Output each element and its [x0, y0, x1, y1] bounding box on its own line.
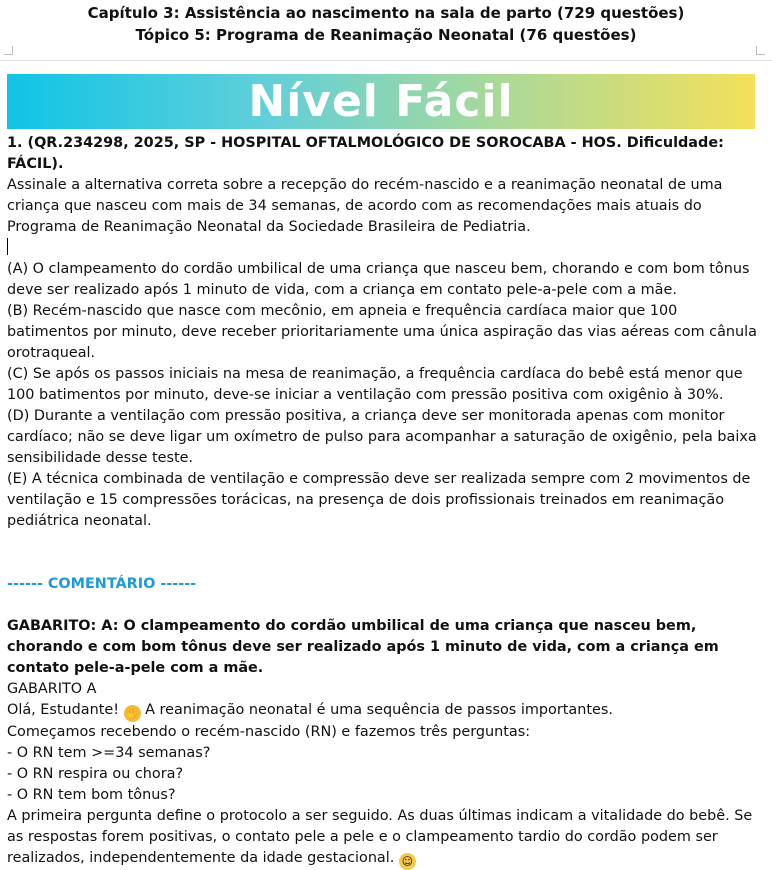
comment-divider: ------ COMENTÁRIO ------	[7, 576, 197, 592]
page-corner-mark	[4, 46, 13, 55]
rn-question-1: - O RN tem >=34 semanas?	[7, 745, 211, 761]
option-c: (C) Se após os passos iniciais na mesa de reanimação, a frequência cardíaca do bebê está menor que 100 batimentos por minuto, deve-se iniciar a ventilação com pressão positiva com oxigênio à 30%.	[7, 366, 743, 403]
closing-text: A primeira pergunta define o protocolo a ser seguido. As duas últimas indicam a vitalidade do bebê. Se as respostas forem positivas, o contato pele a pele e o clampeamento tardio do cordão podem ser realizados, independentemente da idade gestacional.	[7, 808, 753, 866]
text-cursor-line	[7, 238, 762, 259]
intro-line: Começamos recebendo o recém-nascido (RN) e fazemos três perguntas:	[7, 724, 531, 740]
question-stem: Assinale a alternativa correta sobre a recepção do recém-nascido e a reanimação neonatal de uma criança que nasceu com mais de 34 semanas, de acordo com as recomendações mais atuais do Programa de Reanimação Neonatal da Sociedade Brasileira de Pediatria.	[7, 177, 723, 235]
question-heading: 1. (QR.234298, 2025, SP - HOSPITAL OFTALMOLÓGICO DE SOROCABA - HOS. Dificuldade: FÁCIL).	[7, 135, 724, 172]
greeting-rest: A reanimação neonatal é uma sequência de passos importantes.	[140, 702, 613, 718]
document-header	[0, 2, 772, 46]
page-corner-mark	[756, 46, 765, 55]
closing-paragraph	[7, 806, 762, 870]
chapter-title: Capítulo 3: Assistência ao nascimento na sala de parto (729 questões)	[87, 4, 685, 22]
answer-key-bold: GABARITO: A: O clampeamento do cordão umbilical de uma criança que nasceu bem, chorando e com bom tônus deve ser realizado após 1 minuto de vida, com a criança em contato pele-a-pele com a mãe.	[7, 618, 719, 676]
difficulty-banner	[7, 74, 755, 129]
answer-key-short: GABARITO A	[7, 681, 97, 697]
difficulty-banner-text: Nível Fácil	[248, 76, 514, 127]
text-cursor	[7, 238, 8, 255]
option-a: (A) O clampeamento do cordão umbilical de uma criança que nasceu bem, chorando e com bom tônus deve ser realizado após 1 minuto de vida, com a criança em contato pele-a-pele com a mãe.	[7, 261, 750, 298]
waving-hand-icon: ✋	[125, 707, 139, 720]
rn-question-3: - O RN tem bom tônus?	[7, 787, 176, 803]
document-body[interactable]	[7, 133, 762, 870]
topic-title: Tópico 5: Programa de Reanimação Neonatal (76 questões)	[135, 26, 637, 44]
baby-face-icon: ☺	[399, 853, 416, 870]
option-b: (B) Recém-nascido que nasce com mecônio, em apneia e frequência cardíaca maior que 100 batimentos por minuto, deve receber prioritariamente uma única aspiração das vias aéreas com cânula orotraqueal.	[7, 303, 757, 361]
rn-question-2: - O RN respira ou chora?	[7, 766, 184, 782]
option-d: (D) Durante a ventilação com pressão positiva, a criança deve ser monitorada apenas com monitor cardíaco; não se deve ligar um oxímetro de pulso para acompanhar a saturação de oxigênio, pela baixa sensibilidade desse teste.	[7, 408, 757, 466]
page-divider	[0, 60, 772, 61]
option-e: (E) A técnica combinada de ventilação e compressão deve ser realizada sempre com 2 movimentos de ventilação e 15 compressões torácicas, na presença de dois profissionais treinados em reanimação pediátrica neonatal.	[7, 471, 751, 529]
greeting-line	[7, 700, 762, 722]
greeting-text: Olá, Estudante!	[7, 702, 119, 718]
